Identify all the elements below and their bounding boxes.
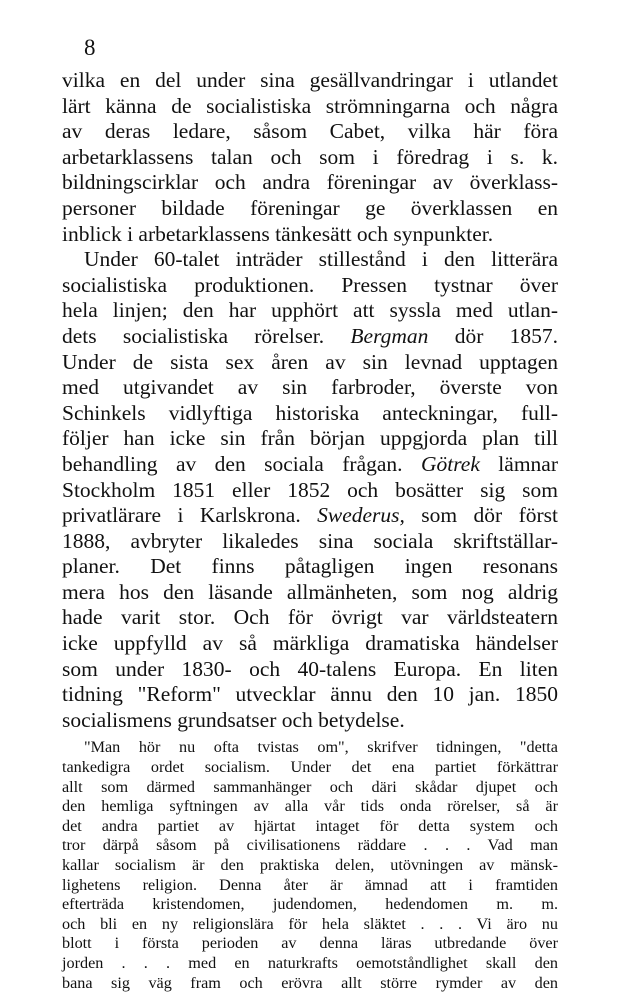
person-name-gotrek: Götrek (420, 451, 480, 476)
main-text (62, 68, 558, 733)
quote-line: efterträda kristendomen, judendomen, hedendomen m. m. (62, 895, 558, 914)
quote-line: allt som därmed sammanhänger och däri skådar djupet och (62, 777, 558, 796)
line-text: dör 1857. (428, 323, 558, 348)
body-line: Under de sista sex åren av sin levnad upptagen (62, 349, 558, 374)
quote-line: "Man hör nu ofta tvistas om", skrifver tidningen, "detta (84, 738, 558, 757)
body-line: följer han icke sin från början uppgjorda plan till (62, 426, 558, 451)
quote-line: lighetens religion. Denna åter är ämnad att i framtiden (62, 875, 558, 894)
person-name-swederus: Swederus, (317, 503, 405, 528)
body-line: av deras ledare, såsom Cabet, vilka här föra (62, 119, 558, 144)
body-line: mera hos den läsande allmänheten, som nog aldrig (62, 579, 558, 604)
line-text: behandling av den sociala frågan. (62, 451, 421, 476)
body-line (62, 324, 558, 350)
line-text: som dör först (404, 503, 558, 528)
body-line: arbetarklassens talan och som i föredrag i s. k. (62, 144, 558, 169)
line-text: lämnar (479, 451, 558, 476)
body-line (62, 503, 558, 529)
quote-line: blott i första perioden av denna läras utbredande över (62, 934, 558, 953)
person-name-bergman: Bergman (350, 323, 429, 348)
body-line: inblick i arbetarklassens tänkesätt och synpunkter. (62, 221, 494, 246)
quotation-block (62, 738, 558, 993)
quote-line: tror därpå såsom på civilisationens räddare . . . Vad man (62, 836, 558, 855)
body-line: hela linjen; den har upphört att syssla med utlan- (62, 298, 558, 323)
body-line: personer bildade föreningar ge överklassen en (62, 195, 558, 220)
body-line: vilka en del under sina gesällvandringar i utlandet (62, 68, 558, 92)
quote-line: jorden . . . med en naturkrafts oemotståndlighet skall den (62, 953, 558, 972)
body-line: hade varit stor. Och för övrigt var världsteatern (62, 605, 558, 630)
body-line: Under 60-talet inträder stillestånd i den litterära (84, 247, 558, 272)
book-page (62, 34, 558, 993)
body-line: med utgivandet av sin farbroder, överste von (62, 375, 558, 400)
body-line: bildningscirklar och andra föreningar av överklass- (62, 170, 558, 195)
body-line: tidning "Reform" utvecklar ännu den 10 jan. 1850 (62, 682, 558, 707)
page-number: 8 (84, 35, 96, 60)
body-line: som under 1830- och 40-talens Europa. En liten (62, 656, 558, 681)
body-line: socialistiska produktionen. Pressen tystnar över (62, 272, 558, 297)
line-text: dets socialistiska rörelser. (62, 323, 351, 348)
body-line: lärt känna de socialistiska strömningarna och några (62, 93, 558, 118)
quote-line: det andra partiet av hjärtat intaget för detta system och (62, 816, 558, 835)
body-line: Schinkels vidlyftiga historiska anteckningar, full- (62, 400, 558, 425)
body-line: planer. Det finns påtagligen ingen resonans (62, 554, 558, 579)
quote-line: och bli en ny religionslära för hela släktet . . . Vi äro nu (62, 914, 558, 933)
line-text: privatlärare i Karlskrona. (62, 503, 318, 528)
quote-line: den hemliga syftningen av alla vår tids onda rörelser, så är (62, 797, 558, 816)
quote-line: bana sig väg fram och erövra allt större rymder av den (62, 973, 558, 992)
body-line: 1888, avbryter likaledes sina sociala skriftställar- (62, 528, 558, 553)
body-line: socialismens grundsatser och betydelse. (62, 707, 405, 732)
body-line: icke uppfylld av så märkliga dramatiska händelser (62, 631, 558, 656)
quote-line: kallar socialism är den praktiska delen, utövningen av mänsk- (62, 856, 558, 874)
body-line: Stockholm 1851 eller 1852 och bosätter sig som (62, 477, 558, 502)
quote-line: tankedigra ordet socialism. Under det ena partiet förkättrar (62, 758, 558, 777)
body-line (62, 452, 558, 478)
